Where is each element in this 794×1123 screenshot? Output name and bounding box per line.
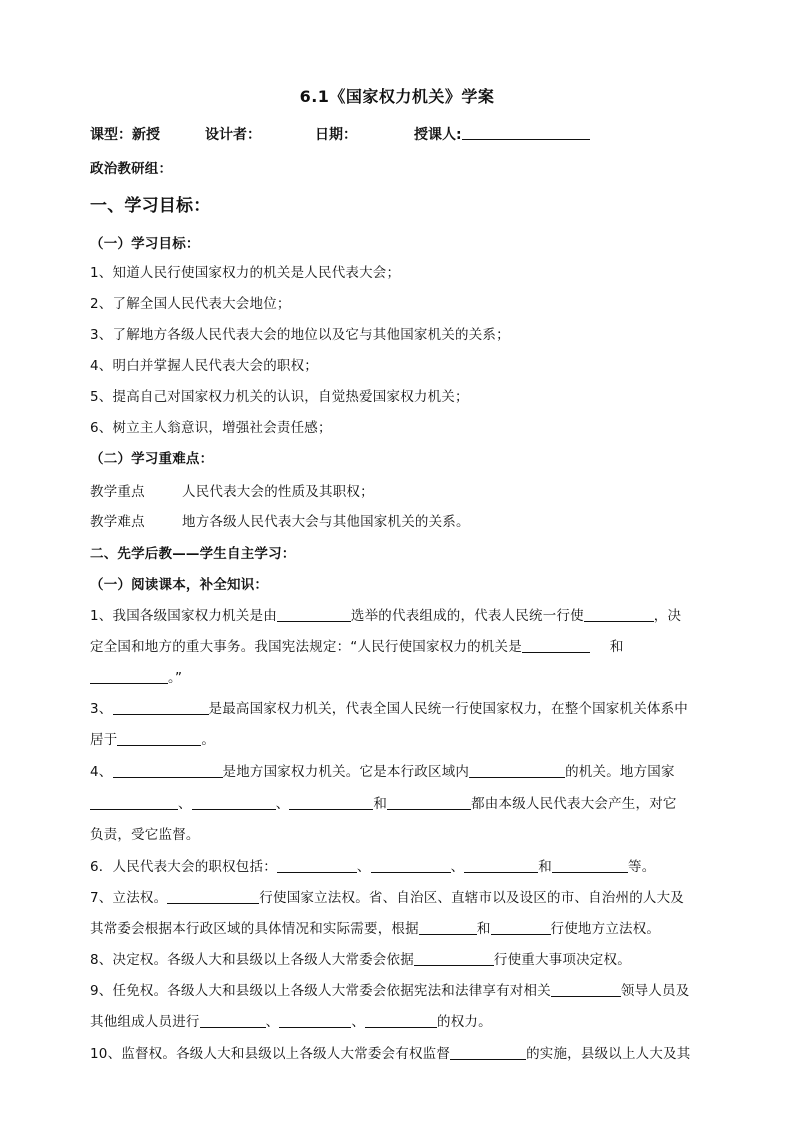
separator: 、 — [275, 796, 290, 812]
q1-text-b: 选举的代表组成的，代表人民统一行使 — [350, 608, 584, 624]
q3-line2 — [90, 728, 706, 748]
q3-text-d: 。 — [201, 732, 216, 748]
q1-text-d: 定全国和地方的重大事务。我国宪法规定：“人民行使国家权力的机关是 — [90, 639, 522, 655]
q4-text-a: 4、 — [90, 764, 113, 780]
separator: 、 — [450, 859, 465, 875]
difficulty-text: 地方各级人民代表大会与其他国家机关的关系。 — [182, 514, 470, 530]
q8-text-a: 8、决定权。各级人大和县级以上各级人大常委会依据 — [90, 952, 414, 968]
q1-line3 — [90, 666, 706, 686]
document-title: 6.1《国家权力机关》学案 — [299, 87, 495, 106]
q1-blank-4[interactable] — [90, 670, 168, 684]
key-point-text: 人民代表大会的性质及其职权； — [182, 484, 374, 500]
q6-blank-1[interactable] — [277, 859, 357, 873]
q8-line1 — [90, 948, 706, 968]
q9-blank-4[interactable] — [365, 1014, 437, 1028]
q10-text-b: 的实施，县级以上人大及其 — [526, 1046, 691, 1062]
date-label: 日期： — [315, 127, 357, 143]
section2-heading: 二、先学后教——学生自主学习： — [90, 546, 296, 562]
difficulty-row — [90, 510, 706, 530]
goal-item: 5、提高自己对国家权力机关的认识，自觉热爱国家权力机关； — [90, 389, 469, 405]
q9-blank-2[interactable] — [200, 1014, 266, 1028]
separator: 、 — [356, 859, 371, 875]
meta-row — [90, 124, 710, 144]
key-point-label: 教学重点 — [90, 484, 145, 500]
q10-text-a: 10、监督权。各级人大和县级以上各级人大常委会有权监督 — [90, 1046, 451, 1062]
q4-blank-2[interactable] — [469, 764, 565, 778]
q4-blank-3[interactable] — [90, 796, 178, 810]
q10-line1 — [90, 1042, 706, 1062]
goal-item: 1、知道人民行使国家权力的机关是人民代表大会； — [90, 265, 401, 281]
q3-blank-2[interactable] — [117, 732, 201, 746]
separator: 、 — [178, 796, 192, 812]
q4-line3: 负责，受它监督。 — [90, 827, 200, 843]
group-label: 政治教研组： — [90, 161, 173, 177]
q4-blank-6[interactable] — [387, 796, 471, 810]
q7-line1 — [90, 886, 706, 906]
q1-text-f: 。” — [168, 670, 183, 686]
q10-blank-1[interactable] — [450, 1046, 526, 1060]
q3-text-a: 3、 — [90, 701, 113, 717]
section1-sub2: （二）学习重难点： — [90, 451, 214, 467]
q9-text-b: 领导人员及 — [620, 983, 690, 999]
q9-text-a: 9、任免权。各级人大和县级以上各级人大常委会依据宪法和法律享有对相关 — [90, 983, 551, 999]
goal-item: 4、明白并掌握人民代表大会的职权； — [90, 358, 318, 374]
q4-text-d: 都由本级人民代表大会产生，对它 — [471, 796, 677, 812]
q6-blank-4[interactable] — [552, 859, 628, 873]
and-text: 和 — [476, 921, 491, 937]
q9-line1 — [90, 979, 706, 999]
q4-text-c: 的机关。地方国家 — [565, 764, 675, 780]
q4-text-b: 是地方国家权力机关。它是本行政区域内 — [222, 764, 470, 780]
q1-text-a: 1、我国各级国家权力机关是由 — [90, 608, 277, 624]
q4-blank-1[interactable] — [113, 764, 223, 778]
q7-blank-3[interactable] — [491, 921, 551, 935]
q6-blank-2[interactable] — [371, 859, 451, 873]
section1-sub1: （一）学习目标： — [90, 236, 200, 252]
key-point-row — [90, 480, 706, 500]
q9-blank-3[interactable] — [279, 1014, 351, 1028]
separator: 、 — [265, 1014, 280, 1030]
q4-blank-4[interactable] — [192, 796, 276, 810]
goal-item: 6、树立主人翁意识，增强社会责任感； — [90, 420, 332, 436]
separator: 、 — [351, 1014, 366, 1030]
q7-blank-2[interactable] — [419, 921, 477, 935]
q6-text-b: 等。 — [628, 859, 656, 875]
q3-text-c: 居于 — [90, 732, 118, 748]
q1-line1 — [90, 604, 706, 624]
q3-text-b: 是最高国家权力机关，代表全国人民统一行使国家权力，在整个国家机关体系中 — [208, 701, 688, 717]
and-text: 和 — [538, 859, 552, 875]
q6-line1 — [90, 855, 706, 875]
teacher-field — [414, 124, 462, 144]
q9-line2 — [90, 1010, 706, 1030]
q6-blank-3[interactable] — [464, 859, 538, 873]
q1-blank-2[interactable] — [584, 608, 654, 622]
q7-text-d: 行使地方立法权。 — [550, 921, 661, 937]
goal-item: 2、了解全国人民代表大会地位； — [90, 296, 291, 312]
q9-blank-1[interactable] — [551, 983, 621, 997]
teacher-blank[interactable] — [462, 124, 590, 140]
and-text: 和 — [373, 796, 388, 812]
q7-text-b: 行使国家立法权。省、自治区、直辖市以及设区的市、自治州的人大及 — [259, 890, 684, 906]
q3-blank-1[interactable] — [113, 701, 209, 715]
q3-line1 — [90, 697, 706, 717]
q4-line1 — [90, 760, 706, 780]
difficulty-label: 教学难点 — [90, 514, 145, 530]
q1-text-c: ，决 — [653, 608, 682, 624]
q1-line2 — [90, 635, 706, 655]
q1-blank-3[interactable] — [522, 639, 590, 653]
section2-sub1: （一）阅读课本，补全知识： — [90, 577, 269, 593]
designer-label: 设计者： — [205, 127, 261, 143]
q9-text-c: 其他组成人员进行 — [90, 1014, 200, 1030]
q1-text-e: 和 — [609, 639, 624, 655]
q7-text-a: 7、立法权。 — [90, 890, 168, 906]
q7-text-c: 其常委会根据本行政区域的具体情况和实际需要，根据 — [90, 921, 419, 937]
section1-heading: 一、学习目标： — [90, 196, 211, 216]
goal-item: 3、了解地方各级人民代表大会的地位以及它与其他国家机关的关系； — [90, 327, 510, 343]
q7-blank-1[interactable] — [167, 890, 259, 904]
q9-text-d: 的权力。 — [437, 1014, 492, 1030]
q8-blank-1[interactable] — [414, 952, 494, 966]
q4-line2 — [90, 792, 706, 812]
q4-blank-5[interactable] — [289, 796, 373, 810]
q7-line2 — [90, 917, 706, 937]
teacher-label: 授课人: — [414, 127, 462, 143]
q1-blank-1[interactable] — [277, 608, 351, 622]
q6-text-a: 6．人民代表大会的职权包括： — [90, 859, 277, 875]
course-type: 课型：新授 — [90, 127, 160, 143]
q8-text-b: 行使重大事项决定权。 — [493, 952, 631, 968]
